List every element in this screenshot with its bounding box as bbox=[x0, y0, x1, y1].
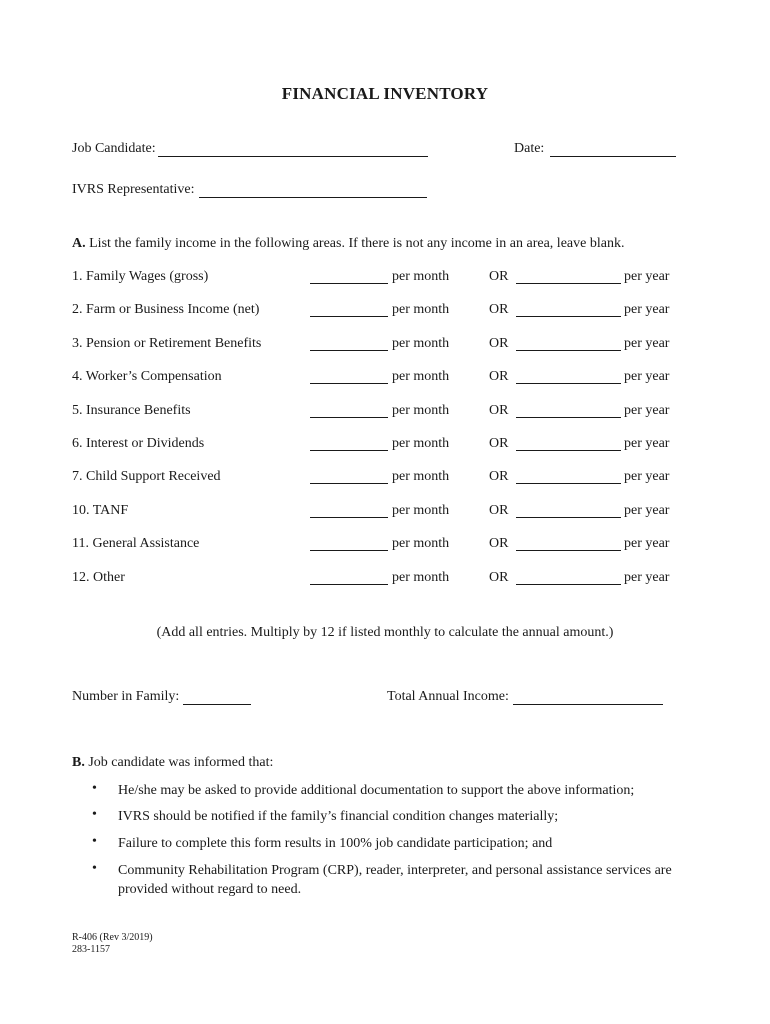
per-month-label: per month bbox=[392, 369, 450, 384]
monthly-amount-blank[interactable] bbox=[310, 350, 388, 351]
income-row bbox=[72, 269, 712, 289]
per-year-label: per year bbox=[624, 336, 670, 351]
section-b-intro: Job candidate was informed that: bbox=[88, 755, 274, 770]
job-candidate-label: Job Candidate: bbox=[72, 141, 156, 156]
per-month-label: per month bbox=[392, 536, 450, 551]
yearly-amount-blank[interactable] bbox=[516, 417, 621, 418]
date-label: Date: bbox=[514, 141, 545, 156]
yearly-amount-blank[interactable] bbox=[516, 483, 621, 484]
monthly-amount-blank[interactable] bbox=[310, 450, 388, 451]
monthly-amount-blank[interactable] bbox=[310, 584, 388, 585]
yearly-amount-blank[interactable] bbox=[516, 584, 621, 585]
monthly-amount-blank[interactable] bbox=[310, 517, 388, 518]
or-label: OR bbox=[489, 436, 509, 451]
yearly-amount-blank[interactable] bbox=[516, 517, 621, 518]
ivrs-representative-label: IVRS Representative: bbox=[72, 182, 195, 197]
income-row bbox=[72, 536, 712, 556]
per-year-label: per year bbox=[624, 503, 670, 518]
monthly-amount-blank[interactable] bbox=[310, 417, 388, 418]
ivrs-representative-field[interactable] bbox=[72, 182, 427, 198]
yearly-amount-blank[interactable] bbox=[516, 283, 621, 284]
income-row-label: 5. Insurance Benefits bbox=[72, 403, 191, 418]
income-row bbox=[72, 302, 712, 322]
bullet-text: Community Rehabilitation Program (CRP), reader, interpreter, and personal assistance services are provided without regard to need. bbox=[118, 863, 672, 897]
or-label: OR bbox=[489, 570, 509, 585]
total-annual-income-blank[interactable] bbox=[513, 690, 663, 705]
bullet-text: He/she may be asked to provide additional documentation to support the above information; bbox=[118, 783, 635, 798]
section-b-heading bbox=[72, 755, 273, 771]
income-row bbox=[72, 503, 712, 523]
income-row bbox=[72, 469, 712, 489]
income-row-label: 7. Child Support Received bbox=[72, 469, 221, 484]
section-a-heading bbox=[72, 236, 624, 252]
number-in-family-field[interactable] bbox=[72, 689, 251, 705]
total-annual-income-field[interactable] bbox=[387, 689, 663, 705]
or-label: OR bbox=[489, 336, 509, 351]
per-month-label: per month bbox=[392, 403, 450, 418]
yearly-amount-blank[interactable] bbox=[516, 350, 621, 351]
per-year-label: per year bbox=[624, 369, 670, 384]
total-annual-income-label: Total Annual Income: bbox=[387, 689, 509, 704]
monthly-amount-blank[interactable] bbox=[310, 483, 388, 484]
yearly-amount-blank[interactable] bbox=[516, 316, 621, 317]
per-month-label: per month bbox=[392, 336, 450, 351]
yearly-amount-blank[interactable] bbox=[516, 383, 621, 384]
or-label: OR bbox=[489, 469, 509, 484]
income-row-label: 3. Pension or Retirement Benefits bbox=[72, 336, 262, 351]
per-month-label: per month bbox=[392, 570, 450, 585]
per-month-label: per month bbox=[392, 436, 450, 451]
or-label: OR bbox=[489, 269, 509, 284]
income-row-label: 2. Farm or Business Income (net) bbox=[72, 302, 260, 317]
per-month-label: per month bbox=[392, 302, 450, 317]
form-code: 283-1157 bbox=[72, 944, 110, 955]
per-year-label: per year bbox=[624, 570, 670, 585]
monthly-amount-blank[interactable] bbox=[310, 283, 388, 284]
yearly-amount-blank[interactable] bbox=[516, 450, 621, 451]
income-row-label: 12. Other bbox=[72, 570, 125, 585]
per-month-label: per month bbox=[392, 269, 450, 284]
per-year-label: per year bbox=[624, 403, 670, 418]
per-year-label: per year bbox=[624, 436, 670, 451]
income-row bbox=[72, 403, 712, 423]
monthly-amount-blank[interactable] bbox=[310, 316, 388, 317]
form-id: R-406 (Rev 3/2019) bbox=[72, 932, 153, 943]
number-in-family-blank[interactable] bbox=[183, 690, 251, 705]
income-row bbox=[72, 570, 712, 590]
income-row bbox=[72, 336, 712, 356]
ivrs-representative-blank[interactable] bbox=[199, 183, 427, 198]
income-row bbox=[72, 369, 712, 389]
or-label: OR bbox=[489, 536, 509, 551]
bullet-text: Failure to complete this form results in 100% job candidate participation; and bbox=[118, 836, 553, 851]
yearly-amount-blank[interactable] bbox=[516, 550, 621, 551]
per-year-label: per year bbox=[624, 269, 670, 284]
job-candidate-field[interactable] bbox=[72, 141, 428, 157]
bullet-text: IVRS should be notified if the family’s financial condition changes materially; bbox=[118, 809, 559, 824]
or-label: OR bbox=[489, 403, 509, 418]
or-label: OR bbox=[489, 503, 509, 518]
income-row-label: 10. TANF bbox=[72, 503, 129, 518]
per-year-label: per year bbox=[624, 302, 670, 317]
per-month-label: per month bbox=[392, 503, 450, 518]
monthly-amount-blank[interactable] bbox=[310, 550, 388, 551]
income-row-label: 4. Worker’s Compensation bbox=[72, 369, 222, 384]
income-row-label: 11. General Assistance bbox=[72, 536, 200, 551]
income-row-label: 1. Family Wages (gross) bbox=[72, 269, 209, 284]
job-candidate-blank[interactable] bbox=[158, 142, 428, 157]
per-month-label: per month bbox=[392, 469, 450, 484]
per-year-label: per year bbox=[624, 469, 670, 484]
number-in-family-label: Number in Family: bbox=[72, 689, 180, 704]
date-field[interactable] bbox=[514, 141, 676, 157]
page-title: FINANCIAL INVENTORY bbox=[281, 84, 489, 103]
section-a-letter: A. bbox=[72, 236, 86, 251]
income-row-label: 6. Interest or Dividends bbox=[72, 436, 205, 451]
or-label: OR bbox=[489, 302, 509, 317]
footer bbox=[72, 932, 153, 956]
income-row bbox=[72, 436, 712, 456]
or-label: OR bbox=[489, 369, 509, 384]
monthly-amount-blank[interactable] bbox=[310, 383, 388, 384]
section-b-letter: B. bbox=[72, 755, 85, 770]
date-blank[interactable] bbox=[550, 142, 676, 157]
section-a-instruction: List the family income in the following areas. If there is not any income in an area, leave blank. bbox=[89, 236, 625, 251]
per-year-label: per year bbox=[624, 536, 670, 551]
calculation-note: (Add all entries. Multiply by 12 if listed monthly to calculate the annual amount.) bbox=[156, 625, 614, 640]
